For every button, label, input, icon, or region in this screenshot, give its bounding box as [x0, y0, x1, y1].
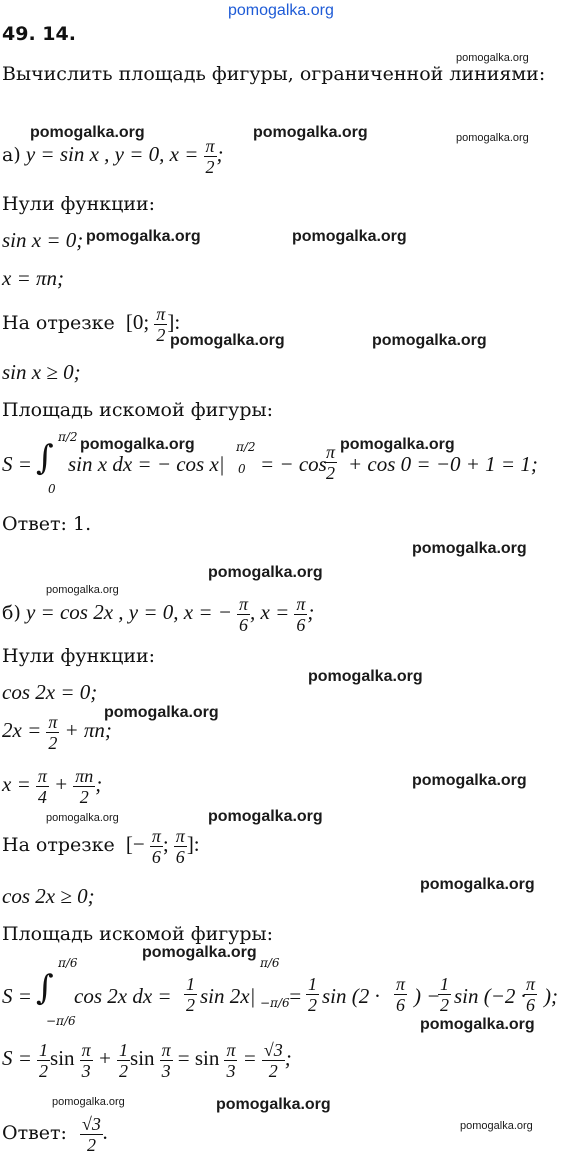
eq-b-3: x = $\frac{\pi}{4}$ + $\frac{\pi n}{2}$ ; [2, 766, 103, 807]
fraction: $\frac{\pi}{2}$ [205, 136, 215, 177]
eq-b-2: 2x = $\frac{\pi}{2}$ + πn; [2, 712, 112, 753]
watermark: pomogalka.org [456, 132, 529, 144]
s-line-b: S = $\frac{1}{2}$ sin $\frac{\pi}{3}$ + $\frac{1}{2}$ sin $\frac{\pi}{3}$ = sin $\frac{\pi}{3}$ = $\frac{√3}{2}$ ; [2, 1040, 292, 1081]
fraction: $\frac{\pi n}{2}$ [75, 766, 94, 807]
area-formula-b: S = ∫ π/6 −π/6 cos 2x dx = $\frac{1}{2}$ sin 2x| π/6 −π/6 = $\frac{1}{2}$ sin (2 · $\frac{\pi}{6}$ ) − $\frac{1}{2}$ sin (−2 · $\frac{\pi}{6}$ ); [2, 956, 558, 1028]
fraction: $\frac{1}{2}$ [119, 1040, 129, 1081]
watermark: pomogalka.org [460, 1120, 533, 1132]
watermark: pomogalka.org [86, 228, 201, 245]
watermark: pomogalka.org [412, 772, 527, 789]
ineq-b: cos 2x ≥ 0; [2, 884, 95, 908]
fraction: $\frac{\pi}{4}$ [37, 766, 47, 807]
fraction: $\frac{\pi}{2}$ [48, 712, 58, 753]
fraction: $\frac{\pi}{6}$ [296, 594, 306, 635]
zeros-title-a: Нули функции: [2, 193, 156, 215]
segment-label: На отрезке [2, 834, 115, 856]
fraction: $\frac{√3}{2}$ [263, 1040, 283, 1081]
area-title-b: Площадь искомой фигуры: [2, 923, 274, 945]
watermark-top[interactable]: pomogalka.org [228, 2, 334, 19]
watermark: pomogalka.org [420, 876, 535, 893]
fraction: $\frac{\pi}{3}$ [81, 1040, 91, 1081]
segment-label: На отрезке [2, 312, 115, 334]
integral-sign: ∫ [36, 968, 54, 1008]
problem-statement: Вычислить площадь фигуры, ограниченной линиями: [2, 63, 546, 85]
segment-a: На отрезке [0; $\frac{\pi}{2}$ ]: [2, 304, 181, 345]
fraction: $\frac{\pi}{6}$ [175, 826, 185, 867]
fraction: $\frac{\pi}{2}$ [326, 442, 336, 483]
eq-b-1: cos 2x = 0; [2, 680, 98, 704]
watermark: pomogalka.org [412, 540, 527, 557]
watermark: pomogalka.org [456, 52, 529, 64]
part-b-condition: б) y = cos 2x , y = 0, x = − $\frac{\pi}{6}$ , x = $\frac{\pi}{6}$ ; [2, 594, 315, 635]
watermark: pomogalka.org [142, 944, 257, 961]
fraction: $\frac{1}{2}$ [186, 974, 195, 1015]
watermark: pomogalka.org [420, 1016, 535, 1033]
watermark: pomogalka.org [340, 436, 455, 453]
watermark: pomogalka.org [30, 124, 145, 141]
fraction: $\frac{1}{2}$ [440, 974, 449, 1015]
area-formula-a: S = ∫ π/2 0 sin x dx = − cos x| π/2 0 = − cos $\frac{\pi}{2}$ + cos 0 = −0 + 1 = 1; [2, 430, 538, 496]
watermark: pomogalka.org [208, 808, 323, 825]
integral-sign: ∫ [36, 438, 54, 478]
watermark: pomogalka.org [170, 332, 285, 349]
watermark: pomogalka.org [52, 1096, 125, 1108]
fraction: $\frac{\pi}{6}$ [396, 974, 406, 1015]
eq-a-2: x = πn; [2, 266, 65, 290]
watermark: pomogalka.org [46, 584, 119, 596]
fraction: $\frac{\pi}{6}$ [526, 974, 536, 1015]
watermark: pomogalka.org [292, 228, 407, 245]
watermark: pomogalka.org [104, 704, 219, 721]
fraction: $\frac{\pi}{3}$ [226, 1040, 236, 1081]
watermark: pomogalka.org [46, 812, 119, 824]
fraction: $\frac{\pi}{2}$ [156, 304, 166, 345]
problem-number: 49. 14. [2, 23, 76, 45]
ineq-a: sin x ≥ 0; [2, 360, 81, 384]
watermark: pomogalka.org [372, 332, 487, 349]
answer-b: Ответ: $\frac{√3}{2}$ . [2, 1114, 109, 1155]
watermark: pomogalka.org [253, 124, 368, 141]
part-a-label: а) [2, 144, 21, 166]
watermark: pomogalka.org [216, 1096, 331, 1113]
eq-a-1: sin x = 0; [2, 228, 84, 252]
watermark: pomogalka.org [308, 668, 423, 685]
fraction: $\frac{\pi}{3}$ [161, 1040, 171, 1081]
part-a-condition: а) y = sin x , y = 0, x = $\frac{\pi}{2}$ ; [2, 136, 224, 177]
fraction: $\frac{1}{2}$ [308, 974, 317, 1015]
fraction: $\frac{\pi}{6}$ [151, 826, 161, 867]
fraction: $\frac{1}{2}$ [39, 1040, 49, 1081]
part-b-label: б) [2, 602, 21, 624]
segment-b: На отрезке [− $\frac{\pi}{6}$ ; $\frac{\pi}{6}$ ]: [2, 826, 200, 867]
fraction: $\frac{√3}{2}$ [82, 1114, 101, 1155]
watermark: pomogalka.org [208, 564, 323, 581]
answer-a: Ответ: 1. [2, 513, 92, 535]
part-a-condition-text: y = sin x , y = 0, x = [25, 142, 199, 166]
zeros-title-b: Нули функции: [2, 645, 156, 667]
fraction: $\frac{\pi}{6}$ [239, 594, 249, 635]
area-title-a: Площадь искомой фигуры: [2, 399, 274, 421]
watermark: pomogalka.org [80, 436, 195, 453]
